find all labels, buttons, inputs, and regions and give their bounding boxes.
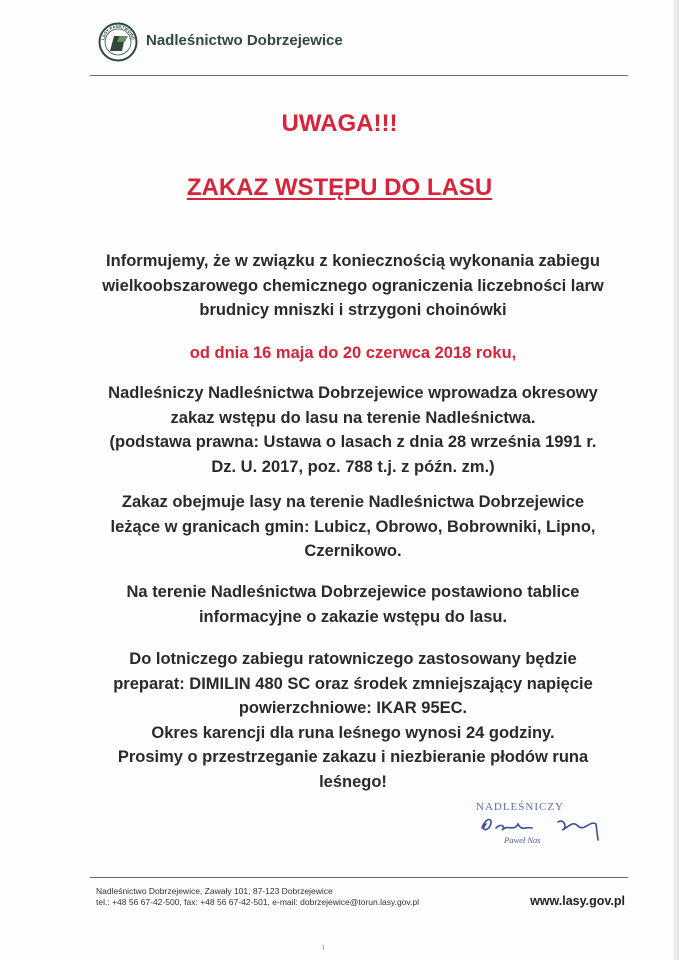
lasy-panstwowe-logo (98, 22, 138, 62)
footer-contact-line: tel.: +48 56 67-42-500, fax: +48 56 67-42-501, e-mail: dobrzejewice@torun.lasy.gov.pl (96, 897, 420, 907)
org-name: Nadleśnictwo Dobrzejewice (146, 32, 343, 49)
decree-line: (podstawa prawna: Ustawa o lasach z dnia 28 września 1991 r. (109, 433, 597, 451)
intro-line: Informujemy, że w związku z koniecznością wykonania zabiegu (106, 252, 600, 270)
decree-line: Nadleśniczy Nadleśnictwa Dobrzejewice wprowadza okresowy (108, 384, 598, 402)
footer-website: www.lasy.gov.pl (530, 894, 625, 908)
warning-heading: UWAGA!!! (281, 110, 398, 137)
decree-line: zakaz wstępu do lasu na terenie Nadleśnictwa. (170, 408, 536, 427)
treatment-line: leśnego! (319, 772, 387, 791)
treatment-line: powierzchniowe: IKAR 95EC. (238, 699, 468, 717)
page-edge (673, 0, 679, 960)
intro-paragraph (40, 249, 666, 323)
scope-line: Czernikowo. (304, 542, 402, 560)
scope-line: leżące w granicach gmin: Lubicz, Obrowo, Bobrowniki, Lipno, (110, 517, 596, 536)
signs-line: informacyjne o zakazie wstępu do lasu. (198, 607, 508, 626)
scope-line: Zakaz obejmuje lasy na terenie Nadleśnictwa Dobrzejewice (121, 493, 585, 511)
decree-line: Dz. U. 2017, poz. 788 t.j. z późn. zm.) (211, 457, 495, 476)
decree-paragraph (40, 381, 666, 479)
dates-paragraph (40, 341, 666, 366)
dates-line: od dnia 16 maja do 20 czerwca 2018 roku, (189, 344, 517, 362)
svg-text:NADLEŚNICZY: NADLEŚNICZY (476, 801, 564, 813)
scope-paragraph (40, 490, 666, 564)
signature-stamp (468, 798, 618, 858)
header-rule (90, 75, 628, 76)
treatment-line: preparat: DIMILIN 480 SC oraz środek zmniejszający napięcie (113, 674, 593, 693)
signs-paragraph (40, 580, 666, 629)
footer-rule (90, 877, 628, 878)
intro-line: brudnicy mniszki i strzygoni choinówki (199, 301, 507, 319)
footer-address-line: Nadleśnictwo Dobrzejewice, Zawały 101, 87-123 Dobrzejewice (96, 886, 333, 896)
treatment-line: Prosimy o przestrzeganie zakazu i niezbieranie płodów runa (117, 748, 589, 766)
svg-text:Paweł Nas: Paweł Nas (504, 835, 541, 845)
treatment-line: Okres karencji dla runa leśnego wynosi 24 godziny. (151, 723, 555, 742)
treatment-paragraph (40, 647, 666, 794)
footer-address (96, 886, 419, 908)
signs-line: Na terenie Nadleśnictwa Dobrzejewice postawiono tablice (126, 583, 580, 601)
intro-line: wielkoobszarowego chemicznego ograniczenia liczebności larw (102, 276, 604, 295)
notice-title: ZAKAZ WSTĘPU DO LASU (186, 174, 493, 201)
svg-text:LASY PAŃSTWOWE: LASY PAŃSTWOWE (100, 23, 136, 41)
scan-speck: ı (322, 942, 325, 952)
treatment-line: Do lotniczego zabiegu ratowniczego zastosowany będzie (129, 650, 577, 668)
